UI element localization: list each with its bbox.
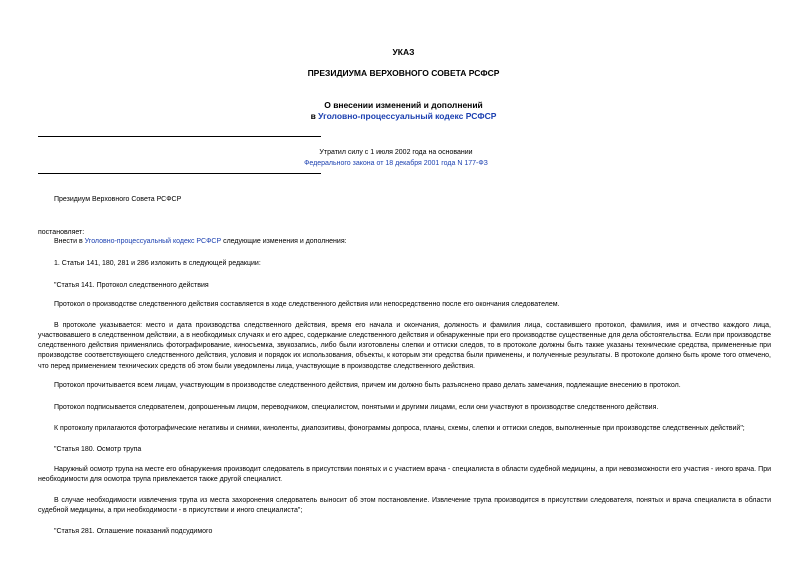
paragraph-3: Протокол прочитывается всем лицам, участвующим в производстве следственного действия, причем им должно быть разъяснено право делать замечания, подлежащие внесению в протокол. bbox=[54, 382, 681, 389]
paragraph-2: В протоколе указывается: место и дата производства следственного действия, время его начала и окончания, должность и фамилия лица, составившего протокол, фамилия, имя и отчество каждого лица, участвовавшего в следственном действии, а в необходимых случаях и его адрес, содержание следственного действия и обнаруженные при его производстве существенные для дела обстоятельства. Если при производстве следственного действия применялись фотографирование, киносъемка, звукозапись, либо были изготовлены слепки и оттиски следов, то в протоколе должны быть также указаны технические средства, примененные при производстве соответствующего следственного действия, условия и порядок их использования, объекты, к которым эти средства были применены, и полученные результаты. В протоколе должно быть кроме того отмечено, что перед применением технических средств об этом были уведомлены лица, участвующие в производстве следственного действия. bbox=[38, 322, 771, 370]
paragraph-6: Наружный осмотр трупа на месте его обнаружения производит следователь в присутствии понятых и с участием врача - специалиста в области судебной медицины, а при невозможности его участия - иного врача. При необходимости для осмотра трупа привлекается также другой специалист. bbox=[38, 466, 771, 484]
article-281-title: "Статья 281. Оглашение показаний подсудимого bbox=[54, 528, 213, 535]
amend-prefix: Внести в bbox=[54, 238, 85, 245]
code-link[interactable]: Уголовно-процессуальный кодекс РСФСР bbox=[318, 111, 497, 121]
repeal-law-link[interactable]: Федерального закона от 18 декабря 2001 года N 177-ФЗ bbox=[304, 160, 488, 167]
item-1: 1. Статьи 141, 180, 281 и 286 изложить в следующей редакции: bbox=[54, 260, 261, 267]
doc-title: УКАЗ bbox=[392, 47, 415, 57]
resolves-text: постановляет: bbox=[38, 229, 85, 236]
paragraph-4: Протокол подписывается следователем, допрошенным лицом, переводчиком, специалистом, понятыми и другими лицами, если они участвуют в производстве следственного действия. bbox=[54, 404, 659, 411]
doc-heading-line2 bbox=[0, 110, 807, 122]
paragraph-5: К протоколу прилагаются фотографические негативы и снимки, киноленты, диапозитивы, фонограммы допроса, планы, схемы, слепки и оттиски следов, выполненные при производстве следственных действий"; bbox=[54, 425, 745, 432]
article-180-title: "Статья 180. Осмотр трупа bbox=[54, 446, 142, 453]
amend-paragraph bbox=[54, 237, 347, 247]
article-141-title: "Статья 141. Протокол следственного действия bbox=[54, 282, 209, 289]
paragraph-1: Протокол о производстве следственного действия составляется в ходе следственного действия или непосредственно после его окончания следователем. bbox=[54, 301, 560, 308]
status-line1: Утратил силу с 1 июля 2002 года на основании bbox=[319, 149, 473, 156]
doc-heading-line1: О внесении изменений и дополнений bbox=[324, 100, 483, 110]
doc-subtitle: ПРЕЗИДИУМА ВЕРХОВНОГО СОВЕТА РСФСР bbox=[307, 68, 500, 78]
presidium-text: Президиум Верховного Совета РСФСР bbox=[54, 196, 182, 203]
amend-suffix: следующие изменения и дополнения: bbox=[221, 238, 347, 245]
paragraph-7: В случае необходимости извлечения трупа из места захоронения следователь выносит об этом постановление. Извлечение трупа производится в присутствии следователя, понятых и врача специалиста в области судебной медицины, а при необходимости - в присутствии и иного специалиста"; bbox=[38, 497, 771, 515]
heading-prefix: в bbox=[310, 111, 319, 121]
divider-bottom bbox=[38, 173, 321, 174]
divider-top bbox=[38, 136, 321, 137]
amend-code-link[interactable]: Уголовно-процессуальный кодекс РСФСР bbox=[84, 238, 222, 245]
